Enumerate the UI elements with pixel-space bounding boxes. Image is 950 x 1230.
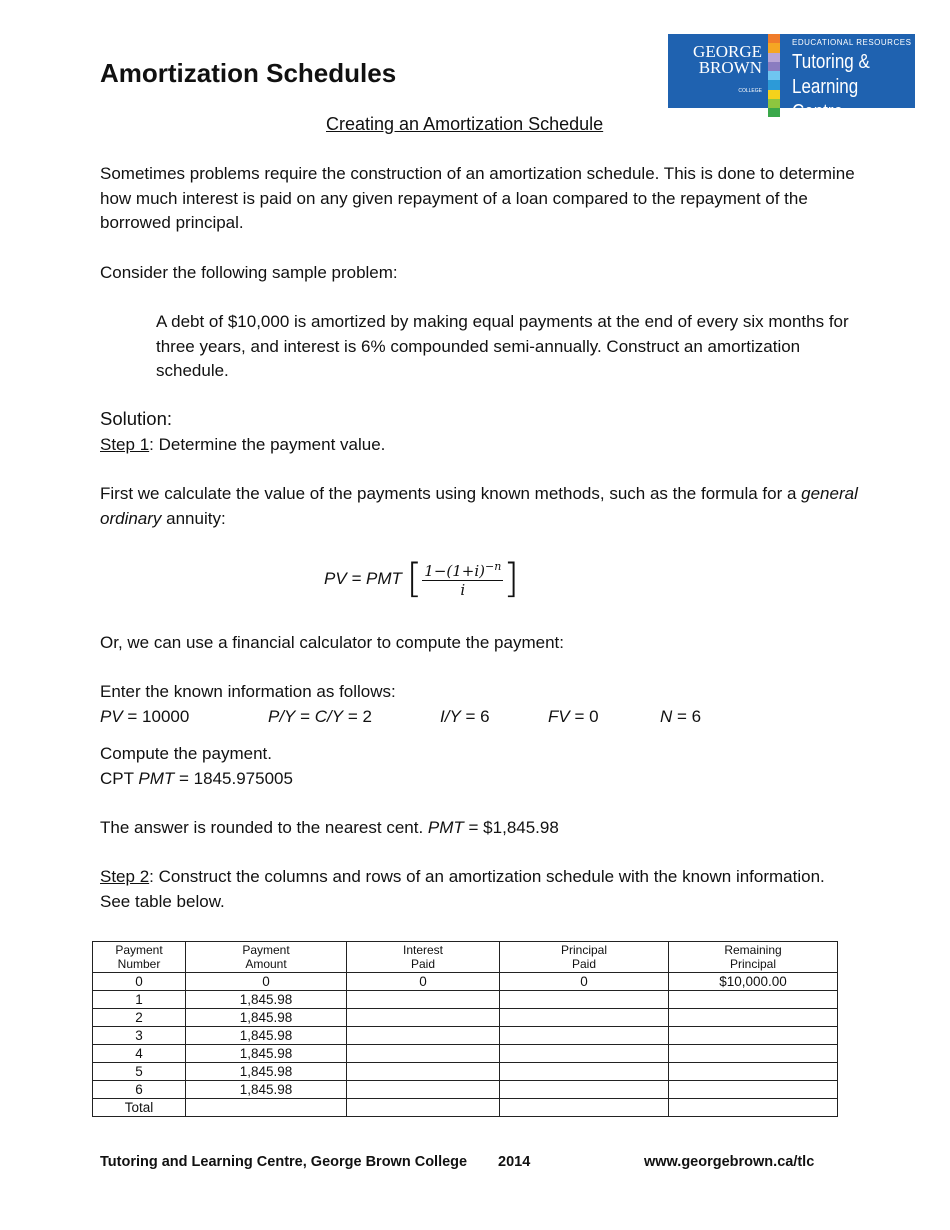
table-cell: 0: [93, 973, 186, 991]
header-text: Number: [117, 957, 161, 971]
val: =: [295, 707, 315, 726]
val: = 6: [672, 707, 702, 726]
page-title: Amortization Schedules: [100, 58, 397, 88]
header-text: Interest: [402, 943, 444, 957]
header-text: Paid: [571, 957, 597, 971]
color-stripe: [768, 53, 780, 62]
column-header: [93, 942, 186, 973]
color-stripe: [768, 80, 780, 89]
input-pv: [100, 705, 189, 730]
color-stripe: [768, 62, 780, 71]
logo-text: GEORGE: [693, 42, 762, 61]
var: N: [660, 707, 673, 726]
table-cell: [500, 1045, 669, 1063]
color-stripe: [768, 43, 780, 52]
val: = 2: [343, 707, 372, 726]
table-cell: [500, 1099, 669, 1117]
step1-label: Step 1: [100, 435, 150, 454]
emphasis-text: general ordinary: [100, 484, 858, 528]
footer-year: 2014: [498, 1154, 531, 1170]
table-cell: 6: [93, 1081, 186, 1099]
intro-paragraph: Sometimes problems require the construction of an amortization schedule. This is done to determine how much interest is paid on any given repayment of a loan compared to the repayment of the borrowed principal.: [100, 164, 855, 232]
step2-text: : Construct the columns and rows of an amortization schedule with the known information. See table below.: [100, 867, 825, 911]
formula-lhs: PV = PMT: [324, 569, 402, 588]
column-header: [500, 942, 669, 973]
table-cell: 1,845.98: [186, 1045, 347, 1063]
footer-org: Tutoring and Learning Centre, George Brown College: [100, 1154, 468, 1170]
formula-exponent: −n: [485, 559, 502, 573]
calculator-text: Or, we can use a financial calculator to compute the payment:: [100, 633, 564, 652]
table-row: [93, 1027, 838, 1045]
header-text: Remaining: [724, 943, 782, 957]
text: First we calculate the value of the payments using known methods, such as the formula for a: [100, 484, 802, 503]
logo-text: Learning Centre: [792, 76, 859, 123]
step2-label: Step 2: [100, 867, 150, 886]
input-n: [660, 705, 701, 730]
logo-text: COLLEGE: [738, 88, 762, 94]
header-text: Paid: [410, 957, 436, 971]
column-header: [347, 942, 500, 973]
table-row: [93, 1081, 838, 1099]
formula-numerator: 1−(1+i): [424, 561, 486, 580]
var: FV: [548, 707, 570, 726]
rounded-answer: [100, 816, 559, 841]
color-stripes: [768, 34, 780, 108]
table-cell: [669, 1027, 838, 1045]
step1-line: [100, 433, 385, 458]
table-row: [93, 973, 838, 991]
logo-text: EDUCATIONAL RESOURCES: [792, 38, 912, 47]
table-cell: [186, 1099, 347, 1117]
table-cell: 1,845.98: [186, 1063, 347, 1081]
color-stripe: [768, 90, 780, 99]
var: PMT: [427, 818, 464, 837]
color-stripe: [768, 99, 780, 108]
table-cell: [669, 1099, 838, 1117]
table-cell: [347, 1063, 500, 1081]
table-cell: [347, 1009, 500, 1027]
var: PV: [100, 707, 123, 726]
table-cell: [669, 1063, 838, 1081]
var: I/Y: [440, 707, 461, 726]
column-header: [669, 942, 838, 973]
enter-text: Enter the known information as follows:: [100, 682, 396, 701]
amortization-table: [92, 941, 838, 1117]
table-cell: 1,845.98: [186, 1027, 347, 1045]
formula-fraction: [422, 560, 503, 599]
header-text: Principal: [560, 943, 608, 957]
table-cell: 2: [93, 1009, 186, 1027]
table-cell: [669, 1009, 838, 1027]
formula-denominator: i: [460, 580, 466, 599]
table-cell: [347, 1027, 500, 1045]
table-cell: 1: [93, 991, 186, 1009]
step2-line: [100, 865, 840, 914]
formula-intro: [100, 482, 860, 531]
footer-url: www.georgebrown.ca/tlc: [644, 1154, 815, 1170]
table-cell: [500, 1081, 669, 1099]
column-header: [186, 942, 347, 973]
text: = 1845.975005: [174, 769, 293, 788]
table-cell: [669, 1045, 838, 1063]
input-fv: [548, 705, 599, 730]
var: P/Y: [268, 707, 296, 726]
header-text: Payment: [242, 943, 290, 957]
table-cell: 0: [500, 973, 669, 991]
table-header-row: [93, 942, 838, 973]
table-row: [93, 1045, 838, 1063]
logo-text: BROWN: [698, 58, 762, 77]
table-cell: 0: [186, 973, 347, 991]
bracket-right: ]: [503, 556, 519, 602]
consider-text: Consider the following sample problem:: [100, 263, 398, 282]
var: C/Y: [314, 707, 344, 726]
table-row: [93, 991, 838, 1009]
text: The answer is rounded to the nearest cent.: [100, 818, 428, 837]
step1-text: : Determine the payment value.: [149, 435, 386, 454]
section-subtitle: Creating an Amortization Schedule: [326, 114, 604, 134]
table-row: [93, 1099, 838, 1117]
table-cell: 1,845.98: [186, 1009, 347, 1027]
cpt-line: [100, 767, 293, 792]
table-cell: [669, 1081, 838, 1099]
table-cell: Total: [93, 1099, 186, 1117]
table-row: [93, 1063, 838, 1081]
table-cell: [500, 991, 669, 1009]
table-cell: 0: [347, 973, 500, 991]
table-cell: 3: [93, 1027, 186, 1045]
val: = 10000: [122, 707, 190, 726]
table-row: [93, 1009, 838, 1027]
header-text: Payment: [115, 943, 163, 957]
table-cell: [669, 991, 838, 1009]
logo-text: Tutoring &: [792, 51, 870, 73]
color-stripe: [768, 34, 780, 43]
text: = $1,845.98: [463, 818, 559, 837]
input-py-cy: [268, 705, 372, 730]
header-text: Amount: [245, 957, 287, 971]
color-stripe: [768, 71, 780, 80]
compute-text: Compute the payment.: [100, 744, 272, 763]
pv-formula: [324, 556, 519, 602]
table-cell: [500, 1027, 669, 1045]
table-cell: [500, 1009, 669, 1027]
table-cell: [347, 1081, 500, 1099]
input-iy: [440, 705, 490, 730]
table-cell: $10,000.00: [669, 973, 838, 991]
table-cell: [347, 1099, 500, 1117]
table-cell: [500, 1063, 669, 1081]
george-brown-logo: [668, 34, 915, 123]
table-cell: 5: [93, 1063, 186, 1081]
table-cell: [347, 1045, 500, 1063]
table-cell: 4: [93, 1045, 186, 1063]
val: = 6: [460, 707, 490, 726]
solution-heading: Solution:: [100, 408, 172, 429]
val: = 0: [569, 707, 599, 726]
text: annuity:: [161, 508, 226, 528]
bracket-left: [: [406, 556, 423, 602]
sample-problem: A debt of $10,000 is amortized by making equal payments at the end of every six months for three years, and interest is 6% compounded semi-annually. Construct an amortization schedule.: [156, 312, 849, 380]
header-text: Principal: [729, 957, 777, 971]
var: PMT: [138, 769, 175, 788]
table-cell: [347, 991, 500, 1009]
text: CPT: [100, 769, 139, 788]
table-cell: 1,845.98: [186, 1081, 347, 1099]
color-stripe: [768, 108, 780, 117]
table-cell: 1,845.98: [186, 991, 347, 1009]
